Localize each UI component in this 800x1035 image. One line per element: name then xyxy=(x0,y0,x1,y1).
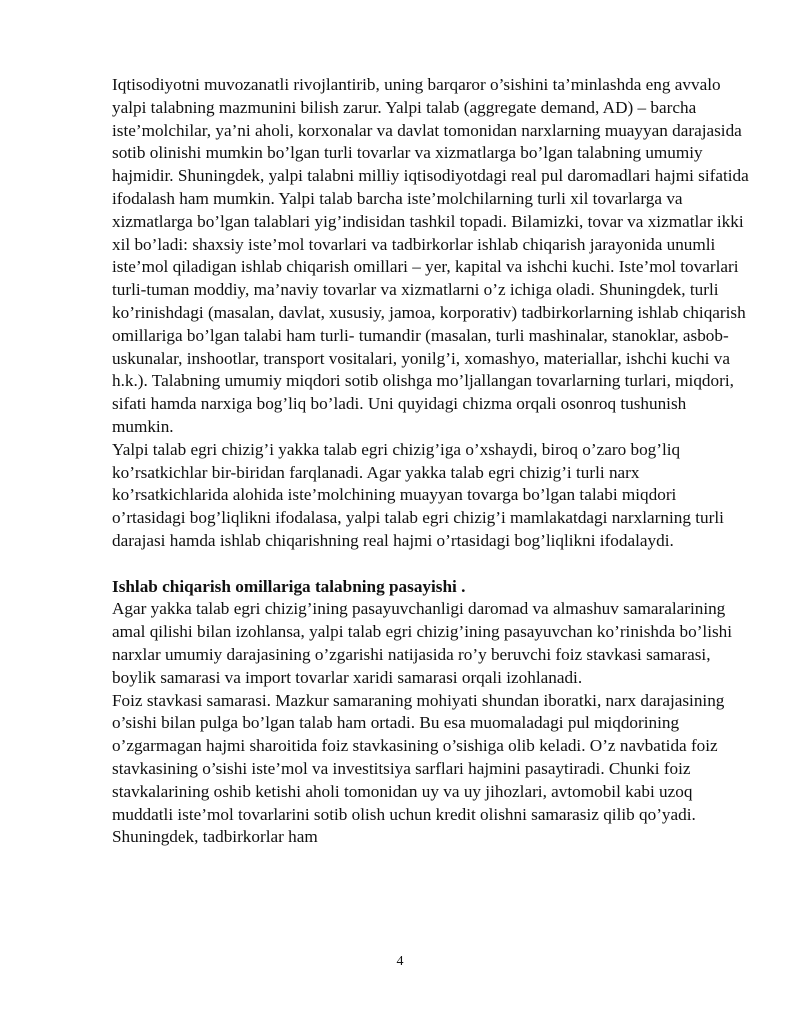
paragraph-demand-curve-comparison: Yalpi talab egri chizig’i yakka talab egri chizig’iga o’xshaydi, biroq o’zaro bog’liq ko’rsatkichlar bir-biridan farqlanadi. Agar yakka talab egri chizig’i turli narx ko’rsatkichlarida alohida iste’molchining muayyan tovarga bo’lgan talabi miqdori o’rtasidagi bog’liqlikni ifodalasa, yalpi talab egri chizig’i mamlakatdagi narxlarning turli darajasi hamda ishlab chiqarishning real hajmi o’rtasidagi bog’liqlikni ifodalaydi. xyxy=(112,439,724,550)
section-heading: Ishlab chiqarish omillariga talabning pasayishi . xyxy=(112,576,466,596)
document-body xyxy=(112,74,752,849)
paragraph-curve-slope-explanation: Agar yakka talab egri chizig’ining pasayuvchanligi daromad va almashuv samaralarining amal qilishi bilan izohlansa, yalpi talab egri chizig’ining pasayuvchan ko’rinishda bo’lishi narxlar umumiy darajasining o’zgarishi natijasida ro’y beruvchi foiz stavkasi samarasi, boylik samarasi va import tovarlar xaridi samarasi orqali izohlanadi. xyxy=(112,599,733,687)
page-number: 4 xyxy=(396,954,404,969)
paragraph-aggregate-demand-intro: Iqtisodiyotni muvozanatli rivojlantirib, uning barqaror o’sishini ta’minlashda eng avvalo yalpi talabning mazmunini bilish zarur. Yalpi talab (aggregate demand, AD) – barcha iste’molchilar, ya’ni aholi, korxonalar va davlat tomonidan narxlarning muayyan darajasida sotib olinishi mumkin bo’lgan turli tovarlar va xizmatlarga bo’lgan talabning umumiy hajmidir. Shuningdek, yalpi talabni milliy iqtisodiyotdagi real pul daromadlari hajmi sifatida ifodalash ham mumkin. Yalpi talab barcha iste’molchilarning turli xil tovarlarga va xizmatlarga bo’lgan talablari yig’indisidan tashkil topadi. Bilamizki, tovar va xizmatlar ikki xil bo’ladi: shaxsiy iste’mol tovarlari va tadbirkorlar ishlab chiqarish jarayonida unumli iste’mol qiladigan ishlab chiqarish omillari – yer, kapital va ishchi kuchi. Iste’mol tovarlari turli-tuman moddiy, ma’naviy tovarlar va xizmatlarni o’z ichiga oladi. Shuningdek, turli ko’rinishdagi (masalan, davlat, xususiy, jamoa, korporativ) tadbirkorlarning ishlab chiqarish omillariga bo’lgan talabi ham turli- tumandir (masalan, turli mashinalar, stanoklar, asbob-uskunalar, inshootlar, transport vositalari, yonilg’i, xomashyo, materiallar, ishchi kuchi va h.k.). Talabning umumiy miqdori sotib olishga mo’ljallangan tovarlarning turlari, miqdori, sifati hamda narxiga bog’liq bo’ladi. Uni quyidagi chizma orqali osonroq tushunish mumkin. xyxy=(112,75,749,436)
paragraph-interest-rate-effect: Foiz stavkasi samarasi. Mazkur samaraning mohiyati shundan iboratki, narx darajasining o’sishi bilan pulga bo’lgan talab ham ortadi. Bu esa muomaladagi pul miqdorining o’zgarmagan hajmi sharoitida foiz stavkasining o’sishiga olib keladi. O’z navbatida foiz stavkasining o’sishi iste’mol va investitsiya sarflari hajmini pasaytiradi. Chunki foiz stavkalarining oshib ketishi aholi tomonidan uy va uy jihozlari, avtomobil kabi uzoq muddatli iste’mol tovarlarini sotib olish uchun kredit olishni samarasiz qilib qo’yadi. Shuningdek, tadbirkorlar ham xyxy=(112,690,725,847)
paragraph-spacer xyxy=(112,553,752,576)
